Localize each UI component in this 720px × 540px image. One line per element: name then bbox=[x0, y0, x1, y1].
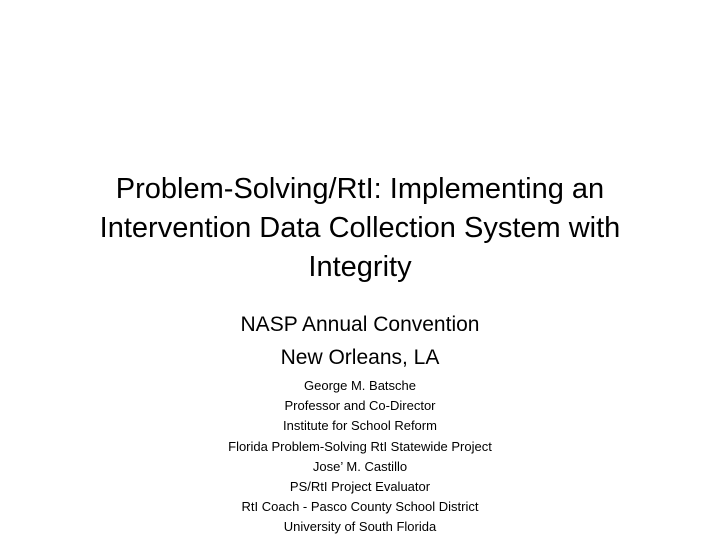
title-line-2: Intervention Data Collection System with bbox=[99, 212, 621, 244]
author-project-1: Florida Problem-Solving RtI Statewide Project bbox=[228, 438, 492, 454]
author-affiliation-1: Institute for School Reform bbox=[283, 418, 437, 434]
title-line-3: Integrity bbox=[308, 251, 412, 283]
author-name-2: Jose’ M. Castillo bbox=[312, 458, 408, 474]
title-line-1: Problem-Solving/RtI: Implementing an bbox=[115, 173, 605, 205]
slide-title bbox=[40, 170, 680, 287]
author-title-1: Professor and Co-Director bbox=[284, 398, 436, 414]
author-credits bbox=[0, 376, 720, 538]
event-name: NASP Annual Convention bbox=[240, 313, 480, 336]
event-location: New Orleans, LA bbox=[280, 346, 440, 369]
university: University of South Florida bbox=[283, 519, 437, 535]
author-title-2: PS/RtI Project Evaluator bbox=[289, 479, 431, 495]
author-role-2: RtI Coach - Pasco County School District bbox=[241, 499, 479, 515]
event-info bbox=[0, 308, 720, 374]
author-name-1: George M. Batsche bbox=[304, 378, 416, 393]
